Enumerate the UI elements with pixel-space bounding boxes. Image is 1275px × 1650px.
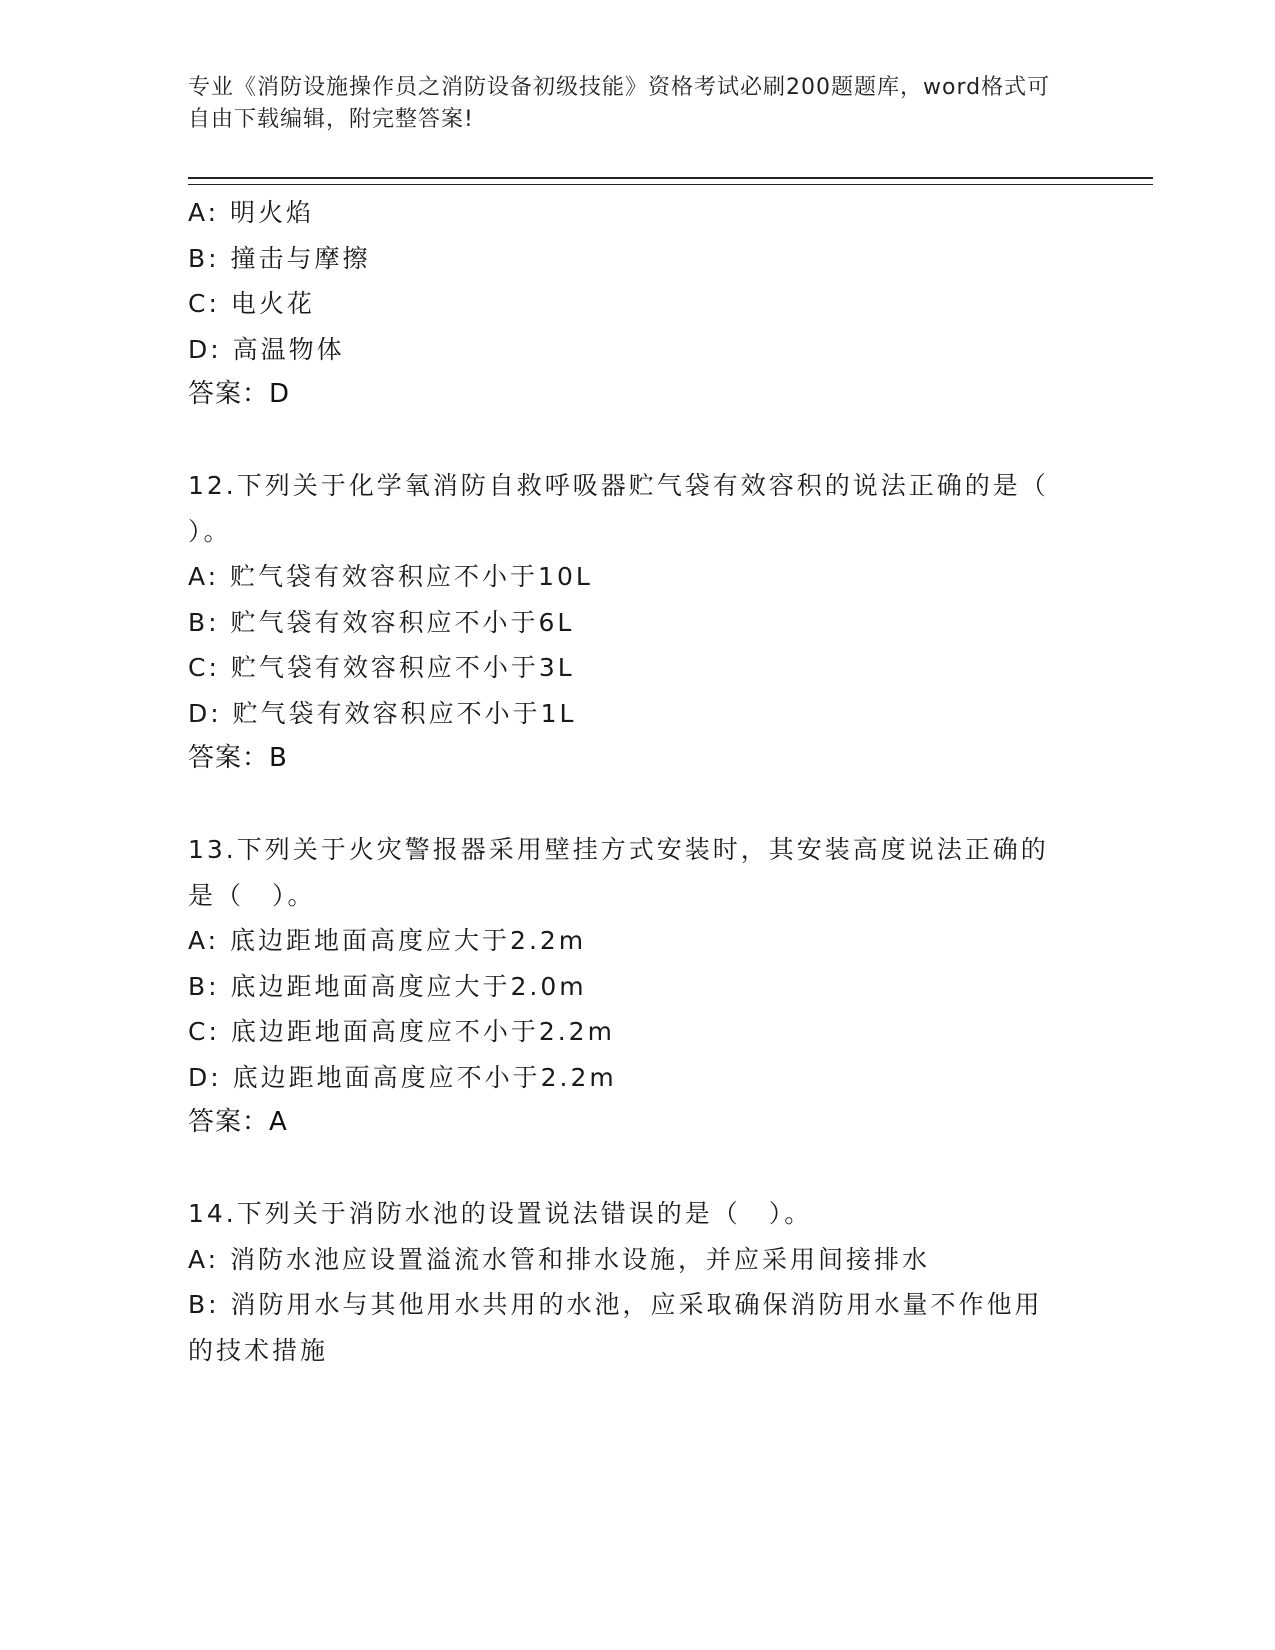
question-block-13 xyxy=(188,827,1088,1145)
answer-line: 答案：A xyxy=(188,1107,288,1137)
question-block-12 xyxy=(188,463,1088,781)
question-block-14 xyxy=(188,1191,1088,1373)
option-d: D: 贮气袋有效容积应不小于1L xyxy=(188,698,577,728)
option-b: B: 消防用水与其他用水共用的水池，应采取确保消防用水量不作他用 xyxy=(188,1290,1043,1319)
answer-line: 答案：B xyxy=(188,743,288,773)
answer-line: 答案：D xyxy=(188,379,291,409)
option-b: B: 底边距地面高度应大于2.0m xyxy=(188,971,587,1001)
option-c: C: 电火花 xyxy=(188,289,315,318)
question-text: 14.下列关于消防水池的设置说法错误的是（ ）。 xyxy=(188,1199,813,1228)
question-text-cont: ）。 xyxy=(188,516,232,546)
option-c: C: 底边距地面高度应不小于2.2m xyxy=(188,1017,615,1046)
document-header-title: 专业《消防设施操作员之消防设备初级技能》资格考试必刷200题题库，word格式可自由下载编辑，附完整答案! xyxy=(188,75,1051,132)
option-b: B: 撞击与摩擦 xyxy=(188,243,371,273)
option-c: C: 贮气袋有效容积应不小于3L xyxy=(188,653,575,682)
option-a: A: 贮气袋有效容积应不小于10L xyxy=(188,562,593,591)
option-b-cont: 的技术措施 xyxy=(188,1335,329,1365)
header-divider xyxy=(188,177,1153,185)
option-a: A: 消防水池应设置溢流水管和排水设施，并应采用间接排水 xyxy=(188,1244,931,1274)
option-a: A: 底边距地面高度应大于2.2m xyxy=(188,926,587,955)
option-b: B: 贮气袋有效容积应不小于6L xyxy=(188,607,575,637)
question-text: 13.下列关于火灾警报器采用壁挂方式安装时，其安装高度说法正确的 xyxy=(188,835,1049,864)
question-text-cont: 是（ ）。 xyxy=(188,880,316,910)
document-body xyxy=(188,190,1088,1373)
option-a: A: 明火焰 xyxy=(188,198,315,227)
option-d: D: 底边距地面高度应不小于2.2m xyxy=(188,1062,617,1092)
question-text: 12.下列关于化学氧消防自救呼吸器贮气袋有效容积的说法正确的是（ xyxy=(188,471,1049,500)
question-block-11 xyxy=(188,190,1088,417)
option-d: D: 高温物体 xyxy=(188,334,345,364)
